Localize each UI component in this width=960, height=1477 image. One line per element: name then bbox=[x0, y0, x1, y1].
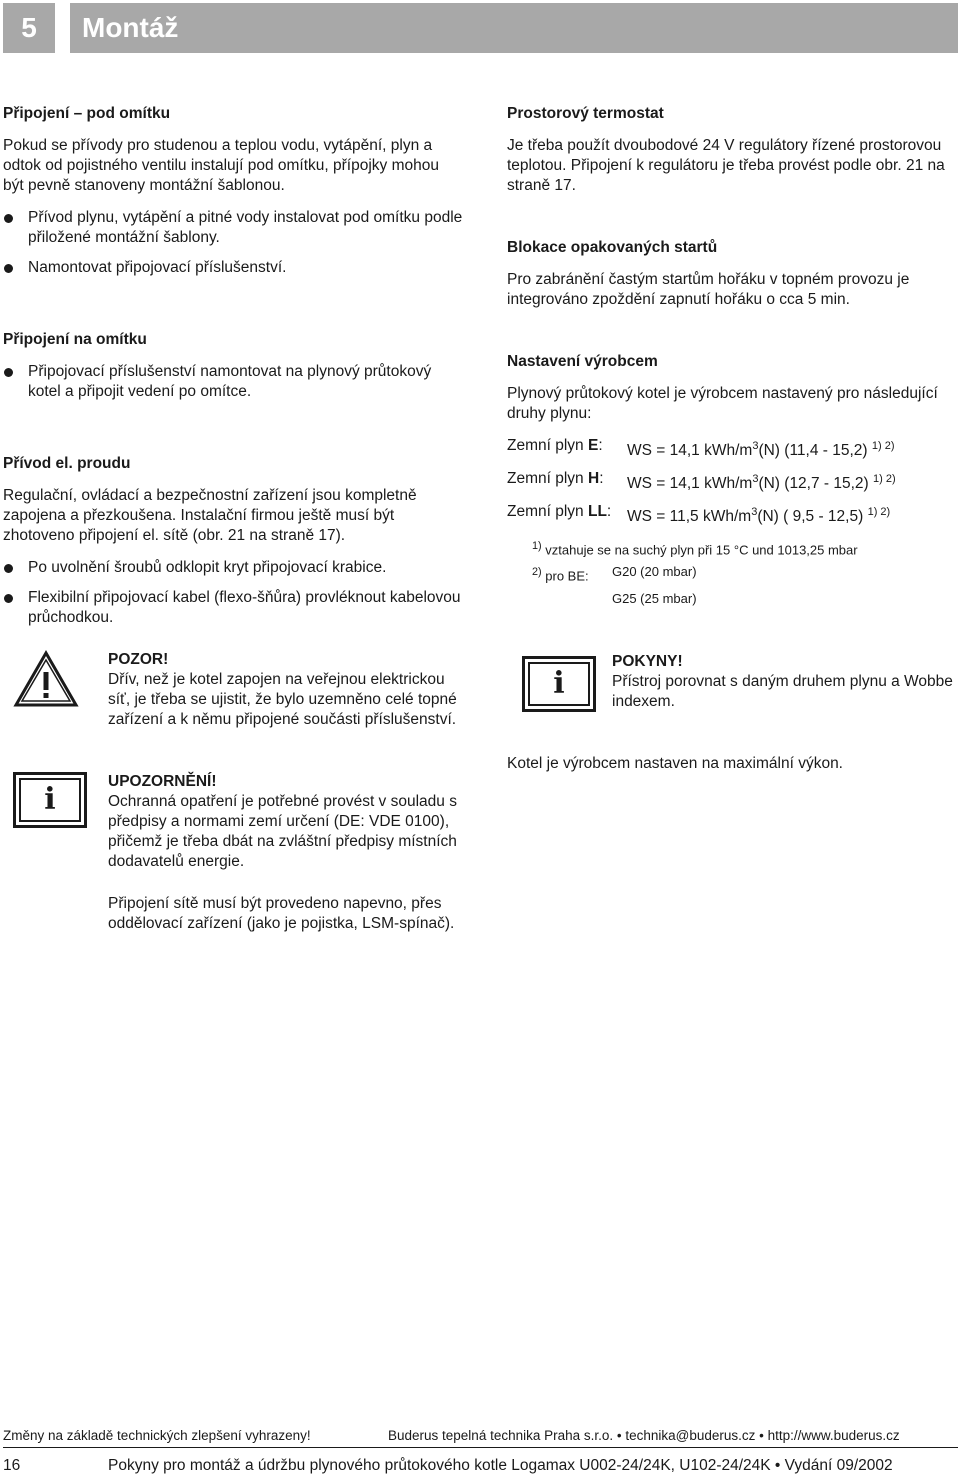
section-heading-restart-lock: Blokace opakovaných startů bbox=[507, 239, 718, 256]
warning-note bbox=[3, 650, 463, 730]
warning-icon bbox=[13, 650, 79, 714]
section-heading-factory-setting: Nastavení výrobcem bbox=[507, 353, 658, 370]
footer-page-line bbox=[3, 1456, 960, 1476]
power-connection-text: Připojení sítě musí být provedeno napevno, přes oddělovací zařízení (jako je pojistka, LSM-spínač). bbox=[108, 895, 455, 932]
footer-company: Buderus tepelná technika Praha s.r.o. • technika@buderus.cz • http://www.buderus.cz bbox=[388, 1428, 900, 1443]
list-item: Flexibilní připojovací kabel (flexo-šňůra) provléknout kabelovou průchodkou. bbox=[3, 588, 463, 628]
hint-note bbox=[507, 652, 957, 712]
warning-title: POZOR! bbox=[108, 651, 169, 668]
gas-row-e: Zemní plyn E: WS = 14,1 kWh/$m^3(N)$ (11,4 - 15,2) $^{1) 2)}$ bbox=[507, 437, 895, 460]
section-heading-thermostat: Prostorový termostat bbox=[507, 105, 664, 122]
section-heading-on-plaster: Připojení na omítku bbox=[3, 331, 147, 348]
left-column bbox=[3, 104, 463, 934]
footer-divider bbox=[3, 1447, 958, 1448]
paragraph-under-plaster: Pokud se přívody pro studenou a teplou vodu, vytápění, plyn a odtok od pojistného ventilu instalují pod omítku, přípojky mohou být pevně stanoveny montážní šablonou. bbox=[3, 137, 439, 194]
warning-text: Dřív, než je kotel zapojen na veřejnou elektrickou síť, je třeba se ujistit, že bylo uzemněno celé topné zařízení a k němu připojené součásti příslušenství. bbox=[108, 671, 457, 728]
chapter-title: Montáž bbox=[70, 3, 958, 53]
paragraph-factory-setting: Plynový průtokový kotel je výrobcem nastavený pro následující druhy plynu: bbox=[507, 385, 938, 422]
factory-power-text: Kotel je výrobcem nastaven na maximální výkon. bbox=[507, 754, 843, 772]
bullet-list-under-plaster bbox=[3, 208, 463, 278]
document-title: Pokyny pro montáž a údržbu plynového průtokového kotle Logamax U002-24/24K, U102-24/24K • Vydání 09/2002 bbox=[108, 1457, 893, 1474]
list-item: Po uvolnění šroubů odklopit kryt připojovací krabice. bbox=[3, 558, 463, 578]
page-number: 16 bbox=[3, 1457, 21, 1474]
hint-title: POKYNY! bbox=[612, 652, 683, 670]
paragraph-power: Regulační, ovládací a bezpečnostní zařízení jsou kompletně zapojena a přezkoušena. Instalační firmou ještě musí být zhotoveno připojení el. sítě (obr. 21 na straně 17). bbox=[3, 487, 417, 544]
notice-text: Ochranná opatření je potřebné provést v souladu s předpisy a normami zemí určení (DE: VDE 0100), přičemž je třeba dbát na zvláštní předpisy místních dodavatelů energie. bbox=[108, 793, 457, 870]
paragraph-restart-lock: Pro zabránění častým startům hořáku v topném provozu je integrováno zpoždění zapnutí hořáku o cca 5 min. bbox=[507, 271, 910, 308]
list-item: Namontovat připojovací příslušenství. bbox=[3, 258, 463, 278]
section-heading-under-plaster: Připojení – pod omítku bbox=[3, 105, 171, 122]
bullet-list-on-plaster bbox=[3, 362, 463, 402]
info-icon: i bbox=[522, 656, 596, 712]
gas-row-h: Zemní plyn H: WS = 14,1 kWh/$m^3(N)$ (12,7 - 15,2) $^{1) 2)}$ bbox=[507, 470, 896, 493]
hint-text: Přístroj porovnat s daným druhem plynu a Wobbe indexem. bbox=[612, 672, 953, 710]
right-column bbox=[507, 104, 957, 774]
chapter-number: 5 bbox=[3, 3, 55, 53]
paragraph-thermostat: Je třeba použít dvoubodové 24 V regulátory řízené prostorovou teplotou. Připojení k regulátoru je třeba provést podle obr. 21 na straně 17. bbox=[507, 137, 945, 194]
list-item: Připojovací příslušenství namontovat na plynový průtokový kotel a připojit vedení po omítce. bbox=[3, 362, 463, 402]
info-icon: i bbox=[13, 772, 87, 828]
gas-footnotes: $^{1)}$ vztahuje se na suchý plyn při 15 °C und 1013,25 mbar $^{2)}$ pro BE: G20 (20 mbar) G25 (25 mbar) bbox=[532, 540, 858, 606]
bullet-list-power bbox=[3, 558, 463, 628]
list-item: Přívod plynu, vytápění a pitné vody instalovat pod omítku podle přiložené montážní šablony. bbox=[3, 208, 463, 248]
footer-info bbox=[3, 1426, 960, 1446]
notice-title: UPOZORNĚNÍ! bbox=[108, 773, 217, 790]
footer-disclaimer: Změny na základě technických zlepšení vyhrazeny! bbox=[3, 1428, 311, 1443]
notice-note bbox=[3, 772, 463, 934]
gas-row-ll: Zemní plyn LL: WS = 11,5 kWh/$m^3(N)$ ( 9,5 - 12,5) $^{1) 2)}$ bbox=[507, 503, 891, 526]
section-heading-power: Přívod el. proudu bbox=[3, 455, 131, 472]
